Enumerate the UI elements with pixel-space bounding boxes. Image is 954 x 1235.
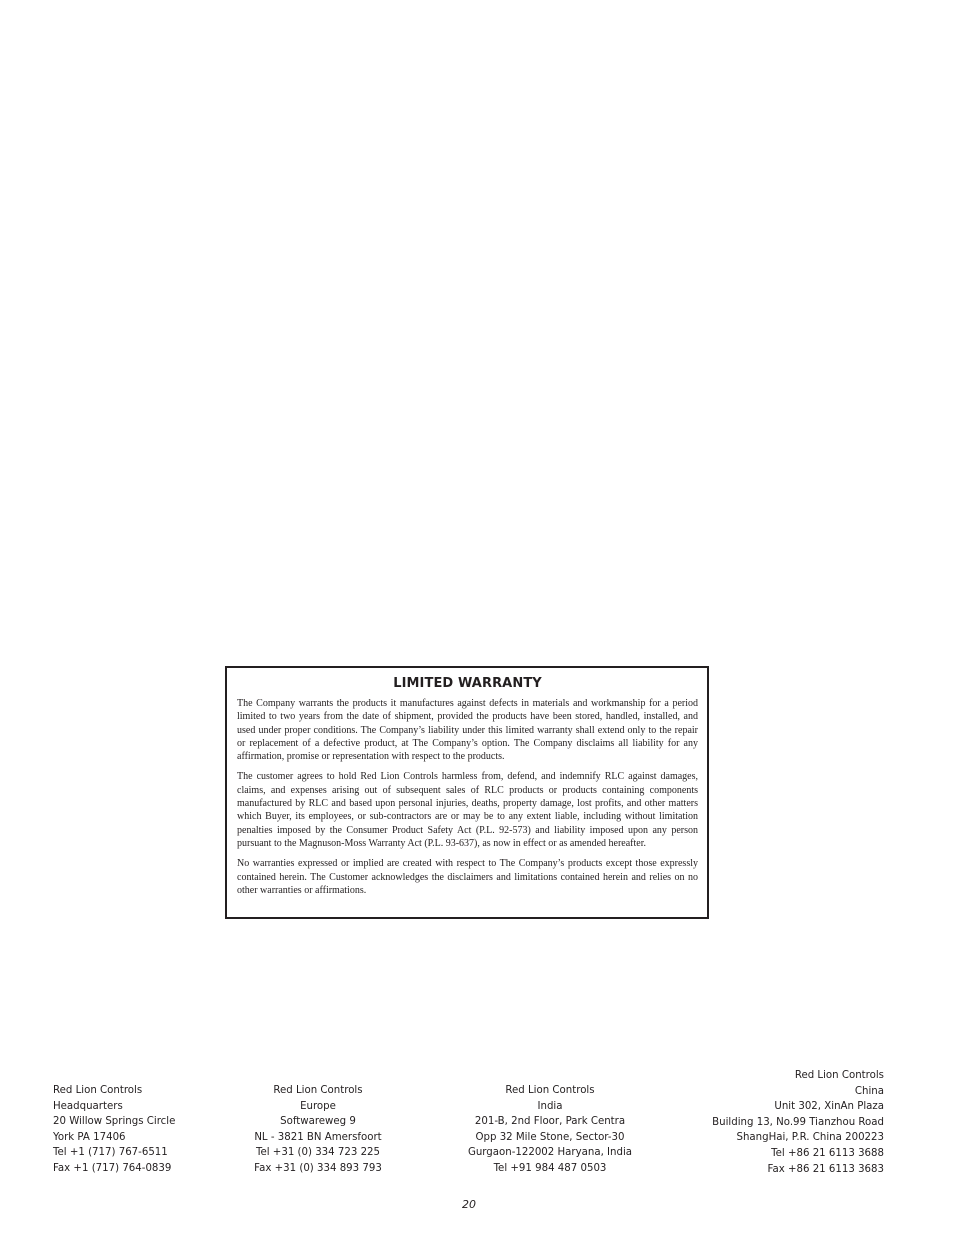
address-line: Fax +86 21 6113 3683 — [767, 1163, 884, 1175]
address-china — [712, 1068, 884, 1177]
address-line: Red Lion Controls — [794, 1070, 884, 1081]
address-line: Tel +31 (0) 334 723 225 — [255, 1147, 381, 1159]
address-line: Europe — [300, 1100, 336, 1112]
page-number: 20 — [462, 1198, 476, 1211]
address-line: Red Lion Controls — [505, 1085, 595, 1096]
warranty-paragraph-2: The customer agrees to hold Red Lion Controls harmless from, defend, and indemnify RLC against damages, claims, and expenses arising out of subsequent sales of RLC products or products containing components manufactured by RLC and based upon personal injuries, deaths, property damage, lost profits, and other matters which Buyer, its employees, or sub-contractors are or may be to any extent liable, including without limitation penalties imposed by the Consumer Product Safety Act (P.L. 92-573) and liability imposed upon any person pursuant to the Magnuson-Moss Warranty Act (P.L. 93-637), as now in effect or as amended hereafter. — [237, 771, 698, 849]
address-line: China — [854, 1085, 884, 1097]
address-line: Tel +91 984 487 0503 — [493, 1162, 607, 1174]
address-line: India — [537, 1100, 563, 1112]
address-line: Building 13, No.99 Tianzhou Road — [712, 1116, 884, 1128]
limited-warranty-box — [225, 666, 709, 919]
address-line: 20 Willow Springs Circle — [53, 1116, 176, 1128]
address-headquarters — [53, 1083, 175, 1177]
address-line: Red Lion Controls — [273, 1085, 363, 1096]
address-line: ShangHai, P.R. China 200223 — [736, 1132, 884, 1144]
address-line: Headquarters — [53, 1100, 123, 1112]
address-india — [460, 1083, 640, 1177]
address-line: 201-B, 2nd Floor, Park Centra — [474, 1116, 626, 1128]
warranty-paragraph-3: No warranties expressed or implied are created with respect to The Company’s products except those expressly contained herein. The Customer acknowledges the disclaimers and limitations contained herein and relies on no other warranties or affirmations. — [237, 858, 698, 896]
address-line: NL - 3821 BN Amersfoort — [254, 1131, 382, 1143]
address-line: Fax +1 (717) 764-0839 — [53, 1162, 172, 1174]
address-line: Gurgaon-122002 Haryana, India — [467, 1147, 633, 1159]
address-europe — [238, 1083, 398, 1177]
address-line: Softwareweg 9 — [280, 1116, 356, 1128]
address-line: Unit 302, XinAn Plaza — [774, 1101, 884, 1113]
address-line: Tel +1 (717) 767-6511 — [53, 1147, 168, 1159]
address-line: Fax +31 (0) 334 893 793 — [254, 1162, 382, 1174]
address-line: York PA 17406 — [53, 1131, 126, 1143]
address-line: Opp 32 Mile Stone, Sector-30 — [475, 1131, 625, 1143]
address-line: Red Lion Controls — [53, 1085, 143, 1096]
warranty-paragraph-1: The Company warrants the products it manufactures against defects in materials and workmanship for a period limited to two years from the date of shipment, provided the products have been stored, handled, installed, and used under proper conditions. The Company’s liability under this limited warranty shall extend only to the repair or replacement of a defective product, at The Company’s option. The Company disclaims all liability for any affirmation, promise or representation with respect to the products. — [237, 698, 698, 763]
warranty-title: LIMITED WARRANTY — [393, 676, 542, 691]
address-line: Tel +86 21 6113 3688 — [771, 1147, 884, 1159]
